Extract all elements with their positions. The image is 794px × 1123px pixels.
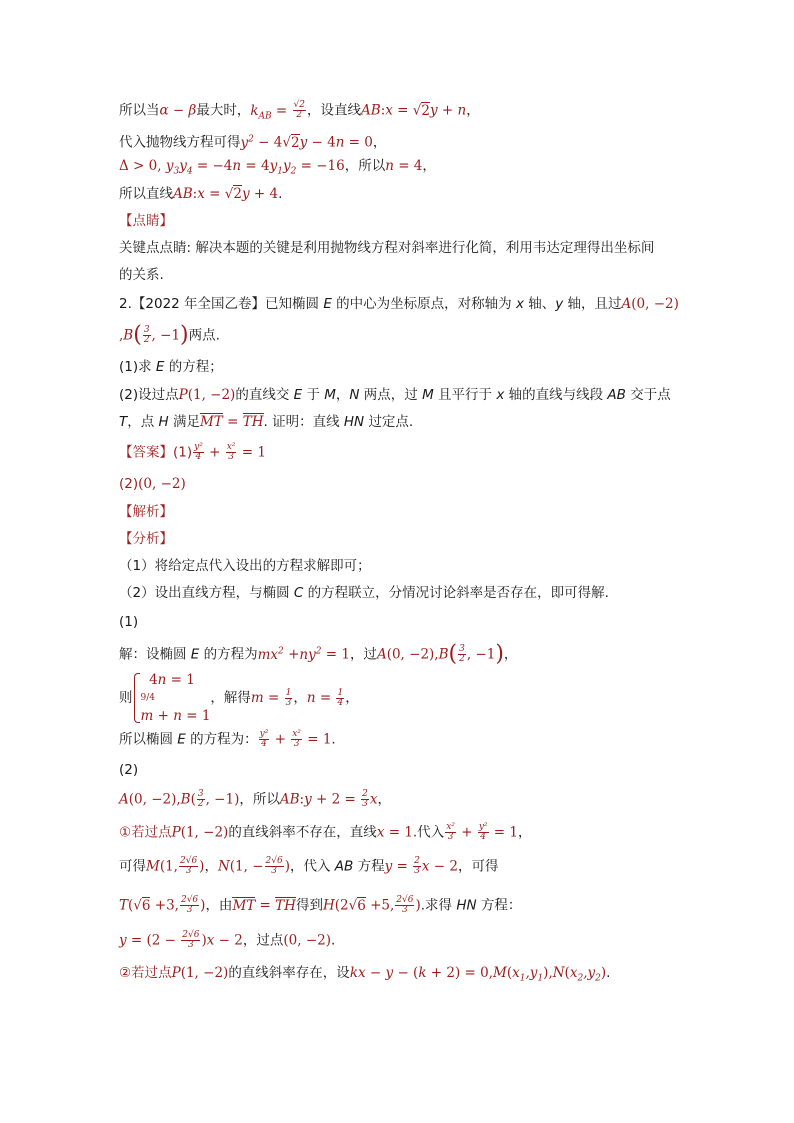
solution-2-line-3: 可得M(1, $\frac{2√6}{3}$ )，N(1, − $\frac{2√6}{3}$ )，代入 AB 方程y = $\frac{2}{3}$ x − 2，可得	[119, 856, 499, 876]
math: Δ > 0,	[119, 158, 166, 174]
answer-line-1: 【答案】(1) $\frac{\text{y²}}{4}$ + $\frac{\text{x²}}{3}$ = 1	[119, 442, 266, 462]
answer-line-2: (2)(0, −2)	[119, 476, 186, 492]
math: AB	[173, 186, 193, 202]
point-line-2: 的关系.	[119, 267, 164, 283]
solution-1-line-2: 则 4n = 1 9/4 m + n = 1 ，解得m = $\frac{1}{3}$ ，n = $\frac{1}{4}$ ，	[119, 672, 359, 724]
math-frac: $\frac{√2}{2}$	[293, 100, 306, 120]
line-4: 所以直线AB:x = √2y + 4.	[119, 186, 283, 202]
fenxi-1: （1）将给定点代入设出的方程求解即可；	[119, 558, 371, 574]
fenxi-2: （2）设出直线方程，与椭圆 C 的方程联立，分情况讨论斜率是否存在，即可得解.	[119, 585, 609, 601]
question-2-part-2: (2)设过点P(1, −2)的直线交 E 于 M，N 两点，过 M 且平行于 x 轴的直线与线段 AB 交于点	[119, 387, 671, 403]
solution-2-line-1: A(0, −2),B( $\frac{3}{2}$ , −1)，所以AB:y + 2 = $\frac{2}{3}$ x，	[119, 789, 391, 809]
question-2-part-2-cont: T，点 H 满足MT = TH. 证明：直线 HN 过定点.	[119, 414, 414, 430]
math: AB	[361, 102, 381, 119]
math: $y^2$	[240, 134, 254, 151]
question-2-part-1: (1)求 E 的方程；	[119, 359, 223, 375]
section-dianjing: 【点睛】	[119, 213, 173, 229]
solution-2-line-6: ②若过点P(1, −2)的直线斜率存在，设kx − $y - (k + 2) = 0,M(x_1,y_1),N(x_2,y_2)$.	[119, 965, 611, 984]
point-line-1: 关键点点睛: 解决本题的关键是利用抛物线方程对斜率进行化简，利用韦达定理得出坐标间	[119, 240, 655, 256]
math: $k_{AB}$ =	[250, 102, 292, 122]
solution-2-line-5: y = (2 − $\frac{2√6}{3}$ )x − 2，过点(0, −2).	[119, 930, 336, 950]
question-2-line-2: ,B( $\frac{3}{2}$ , −1)两点.	[119, 322, 220, 348]
solution-1-line-1: 解：设椭圆 E 的方程为$mx^2 +ny^2 = 1$，过A(0, −2),B( $\frac{3}{2}$ , −1)，	[119, 641, 518, 667]
section-fenxi: 【分析】	[119, 531, 173, 547]
part-1-label: (1)	[119, 614, 139, 630]
section-jiexi: 【解析】	[119, 504, 173, 520]
line-2: 代入抛物线方程可得$y^2 - 4√2y - 4n = 0$，	[119, 134, 387, 151]
line-1: 所以当α − β最大时，$k_{AB}$ = $\frac{√2}{2}$ ，设直线AB:x = √2y + n，	[119, 100, 480, 122]
question-2-line-1: 2.【2022 年全国乙卷】已知椭圆 E 的中心为坐标原点，对称轴为 x 轴、y 轴，且过A(0, −2)	[119, 296, 679, 312]
part-2-label: (2)	[119, 762, 139, 778]
solution-2-line-2: ①若过点P(1, −2)的直线斜率不存在，直线x = 1.代入 $\frac{\text{x²}}{3}$ + $\frac{\text{y²}}{4}$ = 1，	[119, 822, 532, 842]
line-3: Δ > 0, $y_3y_4 = -4n = 4y_1y_2 = -16$，所以n = 4，	[119, 158, 436, 177]
equation-system: 4n = 1 9/4 m + n = 1	[133, 671, 211, 725]
solution-2-line-4: T(√6 +3, $\frac{2√6}{3}$ )，由MT = TH得到H(2√6 +5, $\frac{2√6}{3}$ ).求得 HN 方程：	[119, 895, 522, 915]
math: α − β	[159, 102, 197, 119]
solution-1-line-3: 所以椭圆 E 的方程为： $\frac{\text{y²}}{4}$ + $\frac{\text{x²}}{3}$ = 1.	[119, 729, 336, 749]
